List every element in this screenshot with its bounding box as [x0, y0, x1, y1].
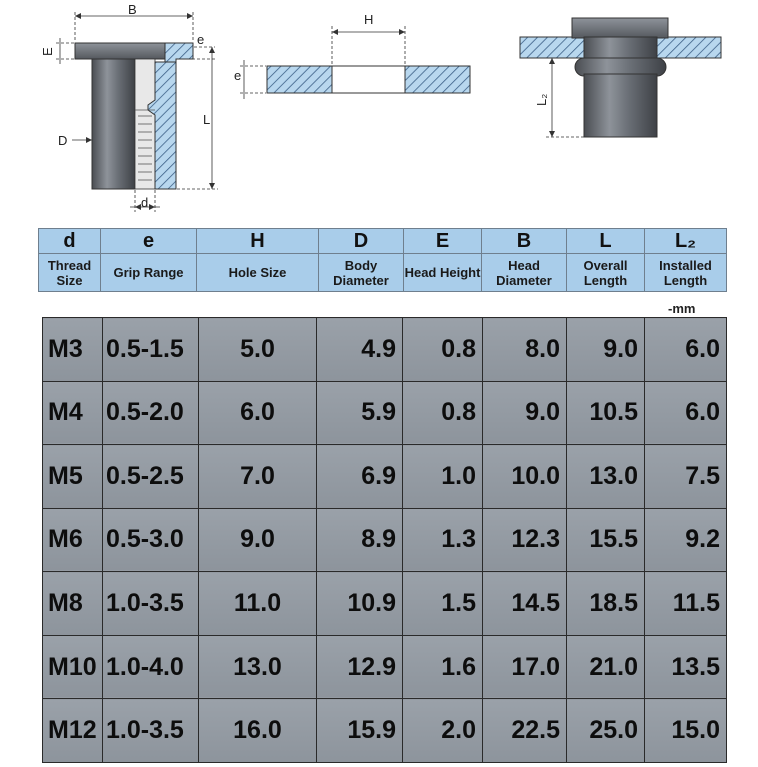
col-name: Overall Length — [567, 254, 645, 292]
col-name: Body Diameter — [319, 254, 404, 292]
table-row — [43, 318, 727, 382]
table-cell: 22.5 — [483, 699, 567, 763]
col-symbol: L₂ — [645, 229, 727, 254]
table-cell: 15.0 — [645, 699, 727, 763]
table-cell: 5.9 — [317, 381, 403, 445]
table-cell: 1.0-3.5 — [103, 572, 199, 636]
table-cell: 15.9 — [317, 699, 403, 763]
col-symbol: L — [567, 229, 645, 254]
table-cell: 1.0-4.0 — [103, 635, 199, 699]
table-cell: 1.0-3.5 — [103, 699, 199, 763]
table-cell: M8 — [43, 572, 103, 636]
label-L2: L₂ — [534, 93, 549, 106]
table-cell: M6 — [43, 508, 103, 572]
label-E: E — [40, 47, 55, 56]
table-cell: 8.9 — [317, 508, 403, 572]
col-name: Hole Size — [197, 254, 319, 292]
table-cell: 13.0 — [199, 635, 317, 699]
table-cell: 0.5-3.0 — [103, 508, 199, 572]
spec-table-header — [38, 228, 727, 292]
table-cell: 16.0 — [199, 699, 317, 763]
col-symbol: B — [482, 229, 567, 254]
table-cell: 0.8 — [403, 381, 483, 445]
table-row — [43, 699, 727, 763]
table-cell: 12.9 — [317, 635, 403, 699]
table-cell: M5 — [43, 445, 103, 509]
table-cell: 9.0 — [199, 508, 317, 572]
label-B: B — [128, 2, 137, 17]
table-cell: 18.5 — [567, 572, 645, 636]
table-cell: 0.8 — [403, 318, 483, 382]
rivet-nut-section — [40, 2, 218, 212]
col-symbol: H — [197, 229, 319, 254]
label-e-left: e — [197, 32, 205, 47]
table-cell: 13.0 — [567, 445, 645, 509]
table-cell: M12 — [43, 699, 103, 763]
col-name: Grip Range — [101, 254, 197, 292]
label-L: L — [203, 112, 211, 127]
table-cell: M4 — [43, 381, 103, 445]
table-cell: 9.0 — [483, 381, 567, 445]
table-cell: 6.0 — [645, 318, 727, 382]
table-cell: 6.9 — [317, 445, 403, 509]
col-symbol: D — [319, 229, 404, 254]
table-cell: 17.0 — [483, 635, 567, 699]
table-row — [43, 445, 727, 509]
table-cell: 9.2 — [645, 508, 727, 572]
col-symbol: e — [101, 229, 197, 254]
table-row — [43, 508, 727, 572]
table-cell: 11.5 — [645, 572, 727, 636]
label-e-mid: e — [234, 68, 242, 83]
label-H: H — [364, 12, 374, 27]
unit-label: -mm — [668, 301, 696, 316]
col-name: Head Height — [404, 254, 482, 292]
table-cell: 6.0 — [645, 381, 727, 445]
table-cell: 0.5-2.5 — [103, 445, 199, 509]
table-cell: 11.0 — [199, 572, 317, 636]
table-cell: 1.3 — [403, 508, 483, 572]
installed-diagram — [520, 18, 721, 137]
table-cell: 21.0 — [567, 635, 645, 699]
table-cell: 2.0 — [403, 699, 483, 763]
col-name: Thread Size — [39, 254, 101, 292]
table-cell: 7.5 — [645, 445, 727, 509]
table-cell: 25.0 — [567, 699, 645, 763]
table-cell: 10.5 — [567, 381, 645, 445]
table-row — [43, 381, 727, 445]
table-cell: 6.0 — [199, 381, 317, 445]
table-cell: 10.9 — [317, 572, 403, 636]
table-cell: 4.9 — [317, 318, 403, 382]
table-cell: 8.0 — [483, 318, 567, 382]
table-row — [43, 635, 727, 699]
table-cell: 1.0 — [403, 445, 483, 509]
table-cell: 5.0 — [199, 318, 317, 382]
table-row — [43, 572, 727, 636]
table-cell: 0.5-1.5 — [103, 318, 199, 382]
hole-diagram — [234, 12, 470, 99]
label-D: D — [58, 133, 68, 148]
col-name: Head Diameter — [482, 254, 567, 292]
table-cell: 1.6 — [403, 635, 483, 699]
table-cell: 7.0 — [199, 445, 317, 509]
label-d: d — [141, 195, 149, 210]
table-cell: 12.3 — [483, 508, 567, 572]
table-cell: 13.5 — [645, 635, 727, 699]
col-symbol: d — [39, 229, 101, 254]
table-cell: 14.5 — [483, 572, 567, 636]
spec-table-body — [42, 317, 727, 763]
table-cell: M3 — [43, 318, 103, 382]
col-name: Installed Length — [645, 254, 727, 292]
table-cell: 15.5 — [567, 508, 645, 572]
table-cell: 0.5-2.0 — [103, 381, 199, 445]
table-cell: 9.0 — [567, 318, 645, 382]
rivet-nut-diagrams — [0, 0, 758, 225]
table-cell: M10 — [43, 635, 103, 699]
col-symbol: E — [404, 229, 482, 254]
table-cell: 10.0 — [483, 445, 567, 509]
table-cell: 1.5 — [403, 572, 483, 636]
